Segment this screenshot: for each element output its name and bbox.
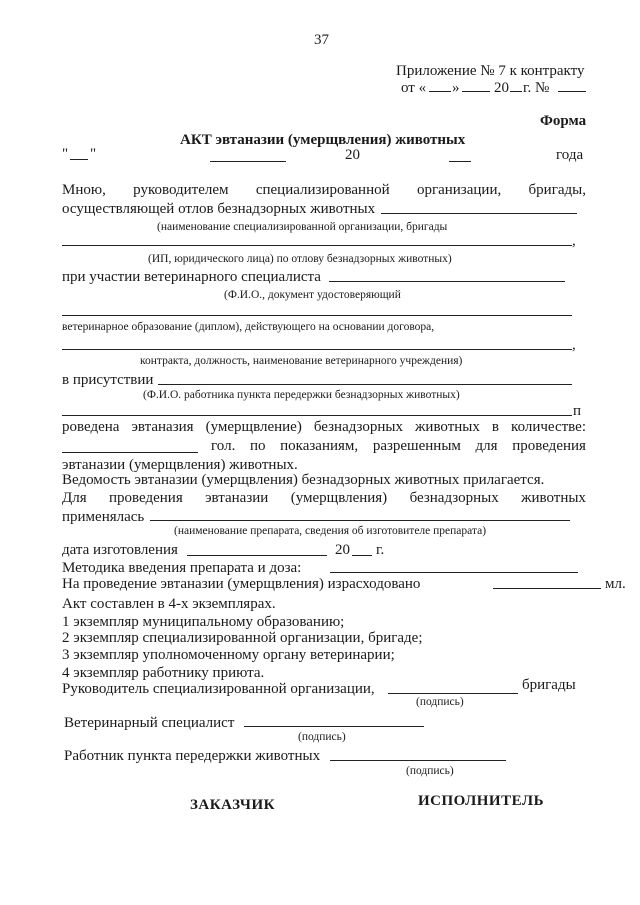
copies-item: 1 экземпляр муниципальному образованию; — [62, 614, 345, 630]
appendix-number-blank — [558, 91, 586, 92]
date-day-blank — [70, 159, 88, 160]
animal-count-field[interactable] — [62, 452, 198, 453]
worker-name-field-2[interactable] — [62, 415, 572, 416]
vet-signature-label: Ветеринарный специалист — [64, 715, 235, 731]
drug-hint: (наименование препарата, сведения об изготовителе препарата) — [174, 525, 487, 537]
signature-hint: (подпись) — [298, 731, 346, 743]
appendix-year-prefix: 20 — [494, 80, 509, 96]
page-number: 37 — [314, 32, 329, 48]
p2-line2 — [211, 439, 586, 454]
p2-word: в — [491, 419, 500, 435]
p3-word: проведения — [109, 490, 183, 506]
copies-item: 3 экземпляр уполномоченному органу ветеринарии; — [62, 647, 395, 663]
comma: , — [572, 233, 576, 249]
vet-contract-field[interactable] — [62, 349, 572, 350]
presence-end-letter: п — [573, 403, 582, 419]
p1-line2: осуществляющей отлов безнадзорных животных — [62, 201, 376, 217]
organization-hint: (наименование специализированной организации, бригады — [157, 221, 448, 233]
p2-word: показаниям, — [280, 438, 359, 454]
p1-word: специализированной — [255, 182, 390, 198]
vet-hint-3: контракта, должность, наименование ветеринарного учреждения) — [140, 355, 463, 367]
copies-item: 4 экземпляр работнику приюта. — [62, 665, 265, 681]
p1-word: организации, — [416, 182, 502, 198]
spent-label: На проведение эвтаназии (умерщвления) израсходовано — [62, 576, 421, 592]
spent-amount-field[interactable] — [493, 588, 601, 589]
appendix-from: от « — [401, 80, 427, 96]
p3-word: Для — [62, 490, 87, 506]
p3-line2: применялась — [62, 509, 145, 525]
vet-name-field[interactable] — [329, 281, 565, 282]
copies-item: 2 экземпляр специализированной организации, бригаде; — [62, 630, 423, 646]
vet-label: при участии ветеринарного специалиста — [62, 269, 321, 285]
p2-line1 — [62, 420, 586, 435]
p1-word: бригады, — [528, 182, 586, 198]
p2-word: гол. — [211, 438, 236, 454]
head-signature-label: Руководитель специализированной организации, — [62, 681, 375, 697]
p2-word: для — [475, 438, 498, 454]
appendix-year-blank — [510, 91, 522, 92]
form-label: Форма — [540, 113, 587, 129]
mfg-date-field[interactable] — [187, 555, 327, 556]
p2-word: по — [249, 438, 266, 454]
date-month-blank — [210, 161, 286, 162]
p2-word: безнадзорных — [313, 419, 404, 435]
date-open-quote: " — [62, 146, 69, 162]
vet-hint-1: (Ф.И.О., документ удостоверяющий — [224, 289, 401, 301]
executor-label: ИСПОЛНИТЕЛЬ — [418, 793, 545, 809]
p3-word: безнадзорных — [409, 490, 499, 506]
date-close-quote: " — [90, 146, 97, 162]
document-title: АКТ эвтаназии (умерщвления) животных — [180, 132, 466, 148]
drug-name-field[interactable] — [150, 520, 570, 521]
mfg-year-suffix: г. — [376, 542, 385, 558]
copies-intro: Акт составлен в 4-х экземплярах. — [62, 596, 276, 612]
p2-word: разрешенным — [372, 438, 461, 454]
mfg-label: дата изготовления — [62, 542, 178, 558]
presence-label: в присутствии — [62, 372, 154, 388]
p3-line1 — [62, 491, 586, 506]
p2-word: эвтаназия — [131, 419, 194, 435]
method-dose-field[interactable] — [330, 572, 578, 573]
organization-name-field-2[interactable] — [62, 245, 572, 246]
p1-word: руководителем — [133, 182, 229, 198]
method-label: Методика введения препарата и доза: — [62, 560, 302, 576]
presence-hint: (Ф.И.О. работника пункта передержки безнадзорных животных) — [143, 389, 460, 401]
p2-word: проведения — [512, 438, 586, 454]
p3-word: (умерщвления) — [290, 490, 388, 506]
mfg-year-prefix: 20 — [335, 542, 350, 558]
p1-line1 — [62, 183, 586, 198]
p2-word: животных — [415, 419, 480, 435]
date-year-blank — [449, 161, 471, 162]
p2-word: количестве: — [511, 419, 586, 435]
vet-document-field[interactable] — [62, 315, 572, 316]
appendix-number-label: г. № — [523, 80, 550, 96]
worker-signature-field[interactable] — [330, 760, 506, 761]
customer-label: ЗАКАЗЧИК — [190, 797, 275, 813]
worker-name-field[interactable] — [158, 384, 572, 385]
appendix-quote-close: » — [452, 80, 460, 96]
p3-word: эвтаназии — [205, 490, 269, 506]
signature-hint: (подпись) — [406, 765, 454, 777]
date-year-prefix: 20 — [345, 147, 360, 163]
date-year-word: года — [556, 147, 584, 163]
p2-word: (умерщвление) — [205, 419, 302, 435]
appendix-day-blank — [429, 91, 451, 92]
worker-signature-label: Работник пункта передержки животных — [64, 748, 321, 764]
appendix-title: Приложение № 7 к контракту — [396, 63, 585, 79]
vet-hint-2: ветеринарное образование (диплом), действующего на основании договора, — [62, 321, 435, 333]
p3-word: животных — [521, 490, 586, 506]
comma: , — [572, 337, 576, 353]
spent-unit: мл. — [605, 576, 626, 592]
organization-name-field[interactable] — [381, 213, 577, 214]
mfg-year-field[interactable] — [352, 555, 372, 556]
vedomost-text: Ведомость эвтаназии (умерщвления) безнадзорных животных прилагается. — [62, 472, 545, 488]
signature-hint: (подпись) — [416, 696, 464, 708]
head-signature-field[interactable] — [388, 693, 518, 694]
p1-word: Мною, — [62, 182, 106, 198]
organization-type-hint: (ИП, юридического лица) по отлову безнадзорных животных) — [148, 253, 452, 265]
p2-line3: эвтаназии (умерщвления) животных. — [62, 457, 298, 473]
appendix-month-blank — [462, 91, 490, 92]
vet-signature-field[interactable] — [244, 726, 424, 727]
head-signature-end: бригады — [522, 677, 576, 693]
p2-word: роведена — [62, 419, 120, 435]
